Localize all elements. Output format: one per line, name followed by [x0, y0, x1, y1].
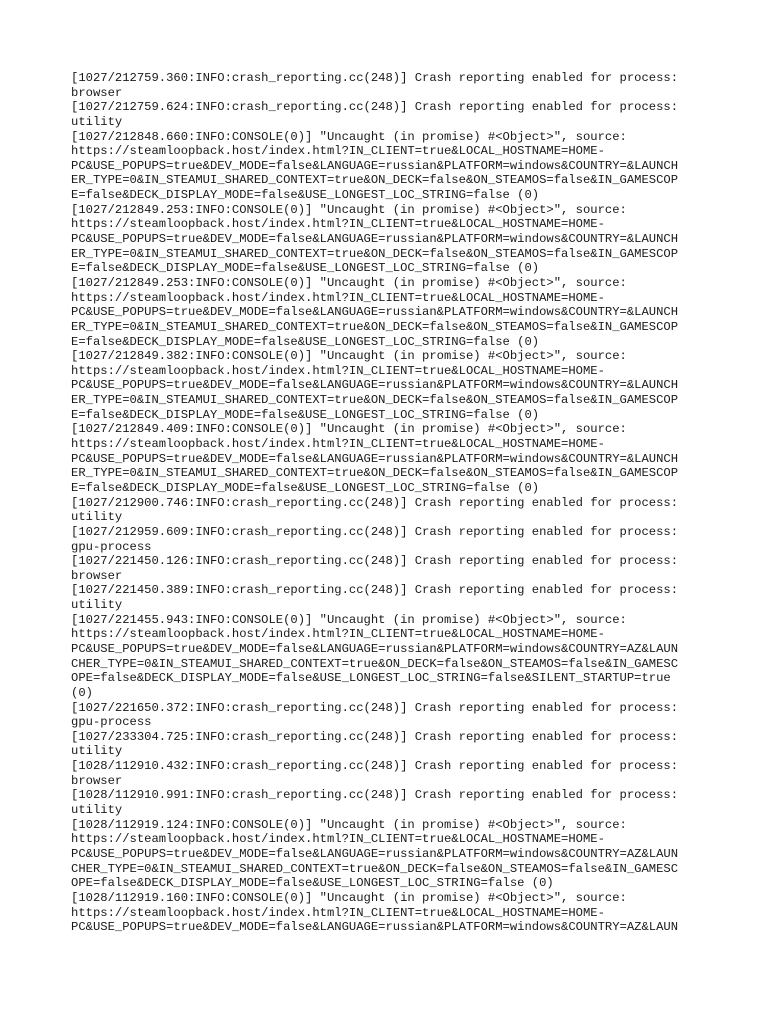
log-line: browser [71, 773, 123, 788]
log-line: E=false&DECK_DISPLAY_MODE=false&USE_LONGEST_LOC_STRING=false (0) [71, 480, 540, 495]
log-line: ER_TYPE=0&IN_STEAMUI_SHARED_CONTEXT=true&ON_DECK=false&ON_STEAMOS=false&IN_GAMESCOP [71, 466, 679, 481]
log-line: PC&USE_POPUPS=true&DEV_MODE=false&LANGUAGE=russian&PLATFORM=windows&COUNTRY=&LAUNCH [71, 158, 679, 173]
log-line: [1027/212900.746:INFO:crash_reporting.cc(248)] Crash reporting enabled for process: [71, 495, 679, 510]
log-line: ER_TYPE=0&IN_STEAMUI_SHARED_CONTEXT=true&ON_DECK=false&ON_STEAMOS=false&IN_GAMESCOP [71, 319, 679, 334]
log-line: utility [71, 744, 123, 759]
log-line: E=false&DECK_DISPLAY_MODE=false&USE_LONGEST_LOC_STRING=false (0) [71, 334, 540, 349]
log-line: [1027/221450.126:INFO:crash_reporting.cc(248)] Crash reporting enabled for process: [71, 554, 679, 569]
log-line: CHER_TYPE=0&IN_STEAMUI_SHARED_CONTEXT=true&ON_DECK=false&ON_STEAMOS=false&IN_GAMESC [71, 656, 679, 671]
log-line: browser [71, 568, 123, 583]
log-line: browser [71, 85, 123, 100]
log-line: PC&USE_POPUPS=true&DEV_MODE=false&LANGUAGE=russian&PLATFORM=windows&COUNTRY=&LAUNCH [71, 232, 679, 247]
log-line: PC&USE_POPUPS=true&DEV_MODE=false&LANGUAGE=russian&PLATFORM=windows&COUNTRY=&LAUNCH [71, 451, 679, 466]
log-line: (0) [71, 685, 93, 700]
log-line: https://steamloopback.host/index.html?IN_CLIENT=true&LOCAL_HOSTNAME=HOME- [71, 290, 605, 305]
log-document [71, 71, 701, 935]
log-line: utility [71, 510, 123, 525]
log-line: https://steamloopback.host/index.html?IN_CLIENT=true&LOCAL_HOSTNAME=HOME- [71, 627, 605, 642]
log-line: gpu-process [71, 539, 152, 554]
log-line: utility [71, 114, 123, 129]
log-line: utility [71, 598, 123, 613]
log-line: [1027/212848.660:INFO:CONSOLE(0)] "Uncaught (in promise) #<Object>", source: [71, 129, 627, 144]
log-line: https://steamloopback.host/index.html?IN_CLIENT=true&LOCAL_HOSTNAME=HOME- [71, 217, 605, 232]
log-line: [1028/112919.160:INFO:CONSOLE(0)] "Uncaught (in promise) #<Object>", source: [71, 890, 627, 905]
log-line: https://steamloopback.host/index.html?IN_CLIENT=true&LOCAL_HOSTNAME=HOME- [71, 905, 605, 920]
log-line: [1027/221450.389:INFO:crash_reporting.cc(248)] Crash reporting enabled for process: [71, 583, 679, 598]
log-line: E=false&DECK_DISPLAY_MODE=false&USE_LONGEST_LOC_STRING=false (0) [71, 407, 540, 422]
log-line: https://steamloopback.host/index.html?IN_CLIENT=true&LOCAL_HOSTNAME=HOME- [71, 144, 605, 159]
log-line: [1028/112910.432:INFO:crash_reporting.cc(248)] Crash reporting enabled for process: [71, 759, 679, 774]
log-line: E=false&DECK_DISPLAY_MODE=false&USE_LONGEST_LOC_STRING=false (0) [71, 188, 540, 203]
log-line: PC&USE_POPUPS=true&DEV_MODE=false&LANGUAGE=russian&PLATFORM=windows&COUNTRY=AZ&LAUN [71, 641, 679, 656]
log-line: [1027/212759.624:INFO:crash_reporting.cc(248)] Crash reporting enabled for process: [71, 100, 679, 115]
log-line: ER_TYPE=0&IN_STEAMUI_SHARED_CONTEXT=true&ON_DECK=false&ON_STEAMOS=false&IN_GAMESCOP [71, 173, 679, 188]
log-line: OPE=false&DECK_DISPLAY_MODE=false&USE_LONGEST_LOC_STRING=false&SILENT_STARTUP=true [71, 671, 671, 686]
log-line: ER_TYPE=0&IN_STEAMUI_SHARED_CONTEXT=true&ON_DECK=false&ON_STEAMOS=false&IN_GAMESCOP [71, 246, 679, 261]
log-line: E=false&DECK_DISPLAY_MODE=false&USE_LONGEST_LOC_STRING=false (0) [71, 261, 540, 276]
log-line: PC&USE_POPUPS=true&DEV_MODE=false&LANGUAGE=russian&PLATFORM=windows&COUNTRY=&LAUNCH [71, 378, 679, 393]
log-line: gpu-process [71, 715, 152, 730]
log-line: [1027/212849.382:INFO:CONSOLE(0)] "Uncaught (in promise) #<Object>", source: [71, 349, 627, 364]
log-line: [1028/112910.991:INFO:crash_reporting.cc(248)] Crash reporting enabled for process: [71, 788, 679, 803]
log-line: PC&USE_POPUPS=true&DEV_MODE=false&LANGUAGE=russian&PLATFORM=windows&COUNTRY=AZ&LAUN [71, 920, 679, 935]
log-line: https://steamloopback.host/index.html?IN_CLIENT=true&LOCAL_HOSTNAME=HOME- [71, 363, 605, 378]
log-line: [1028/112919.124:INFO:CONSOLE(0)] "Uncaught (in promise) #<Object>", source: [71, 817, 627, 832]
log-line: PC&USE_POPUPS=true&DEV_MODE=false&LANGUAGE=russian&PLATFORM=windows&COUNTRY=&LAUNCH [71, 305, 679, 320]
log-line: [1027/233304.725:INFO:crash_reporting.cc(248)] Crash reporting enabled for process: [71, 729, 679, 744]
log-line: [1027/221455.943:INFO:CONSOLE(0)] "Uncaught (in promise) #<Object>", source: [71, 612, 627, 627]
log-line: [1027/221650.372:INFO:crash_reporting.cc(248)] Crash reporting enabled for process: [71, 700, 679, 715]
log-line: PC&USE_POPUPS=true&DEV_MODE=false&LANGUAGE=russian&PLATFORM=windows&COUNTRY=AZ&LAUN [71, 846, 679, 861]
log-line: CHER_TYPE=0&IN_STEAMUI_SHARED_CONTEXT=true&ON_DECK=false&ON_STEAMOS=false&IN_GAMESC [71, 861, 679, 876]
log-line: [1027/212849.409:INFO:CONSOLE(0)] "Uncaught (in promise) #<Object>", source: [71, 422, 627, 437]
log-line: [1027/212849.253:INFO:CONSOLE(0)] "Uncaught (in promise) #<Object>", source: [71, 275, 627, 290]
log-line: [1027/212959.609:INFO:crash_reporting.cc(248)] Crash reporting enabled for process: [71, 524, 679, 539]
log-line: OPE=false&DECK_DISPLAY_MODE=false&USE_LONGEST_LOC_STRING=false (0) [71, 876, 554, 891]
log-line: utility [71, 803, 123, 818]
log-line: [1027/212849.253:INFO:CONSOLE(0)] "Uncaught (in promise) #<Object>", source: [71, 202, 627, 217]
log-line: ER_TYPE=0&IN_STEAMUI_SHARED_CONTEXT=true&ON_DECK=false&ON_STEAMOS=false&IN_GAMESCOP [71, 393, 679, 408]
log-line: https://steamloopback.host/index.html?IN_CLIENT=true&LOCAL_HOSTNAME=HOME- [71, 437, 605, 452]
log-line: https://steamloopback.host/index.html?IN_CLIENT=true&LOCAL_HOSTNAME=HOME- [71, 832, 605, 847]
log-line: [1027/212759.360:INFO:crash_reporting.cc(248)] Crash reporting enabled for process: [71, 71, 679, 85]
